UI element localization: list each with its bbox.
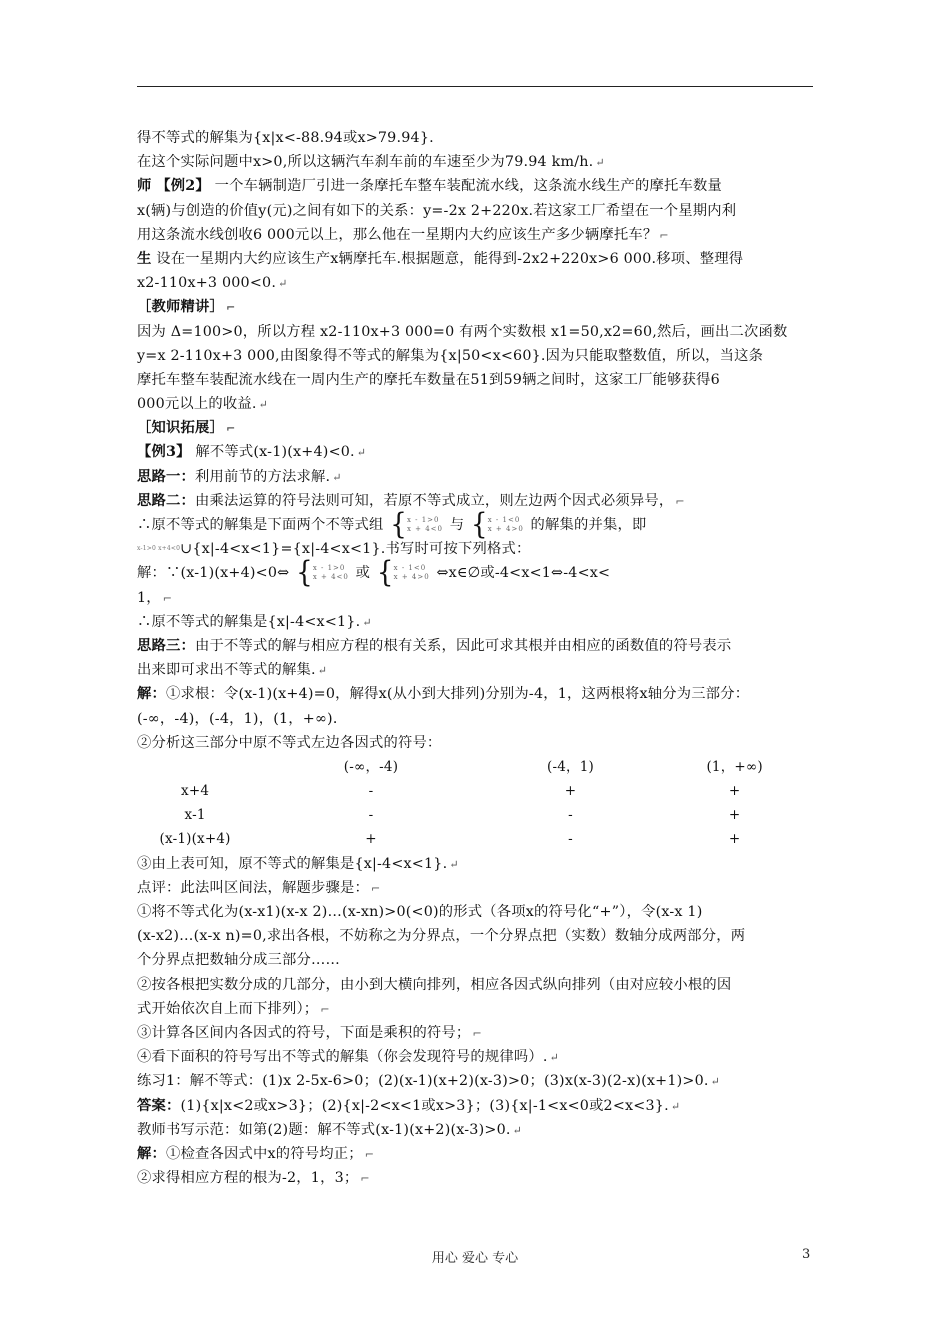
text-line: 式开始依次自上而下排列）； ⌐ — [137, 1000, 330, 1017]
inequality-system: {x - 1>0 x + 4<0 — [296, 556, 349, 590]
text-line: 摩托车整车装配流水线在一周内生产的摩托车数量在51到59辆之间时，这家工厂能够获得6 — [137, 371, 720, 388]
section-heading: ［知识拓展］ ⌐ — [137, 420, 236, 437]
idea-label: 思路二： — [137, 492, 195, 509]
table-cell: + — [365, 831, 377, 848]
text-line: x-1>0 x+4<0∪{x|-4<x<1}={x|-4<x<1}.书写时可按下列格式： — [137, 541, 531, 558]
text-line: 因为 Δ=100>0，所以方程 x2-110x+3 000=0 有两个实数根 x1=50,x2=60,然后，画出二次函数 — [137, 323, 788, 340]
table-header: (-4，1) — [547, 758, 595, 775]
table-cell: - — [568, 807, 573, 824]
student-label: 生 — [137, 250, 152, 267]
teacher-label: 师 — [137, 178, 152, 195]
table-cell: + — [728, 831, 741, 848]
sign-table — [137, 755, 817, 852]
inequality-system: {x - 1<0 x + 4>0 — [471, 508, 524, 542]
answer-label: 答案： — [137, 1097, 181, 1114]
idea-label: 思路三： — [137, 637, 195, 654]
table-cell: (x-1)(x+4) — [159, 831, 231, 848]
section-heading: ［教师精讲］ ⌐ — [137, 299, 236, 316]
example-label: 【例3】 — [137, 444, 191, 461]
text-line: ①将不等式化为(x-x1)(x-x 2)…(x-xn)>0(<0)的形式（各项x的符号化“+”），令(x-x 1) — [137, 904, 703, 921]
text-line: 解：①求根：令(x-1)(x+4)=0，解得x(从小到大排列)分别为-4，1，这两根将x轴分为三部分： — [137, 686, 750, 703]
table-cell: - — [368, 807, 374, 824]
text-line: 教师书写示范：如第(2)题：解不等式(x-1)(x+2)(x-3)>0. ↵ — [137, 1121, 523, 1138]
text-line: ∴原不等式的解集是下面两个不等式组 {x - 1>0 x + 4<0 与 {x - 1<0 x + 4>0 的解集的并集，即 — [137, 508, 647, 542]
table-header-row — [137, 755, 817, 779]
example-label: 【例2】 — [156, 178, 210, 195]
table-header: (-∞，-4) — [343, 758, 399, 775]
table-row — [137, 803, 817, 827]
text-line: 生 设在一星期内大约应该生产x辆摩托车.根据题意，能得到-2x2+220x>6 000.移项、整理得 — [137, 250, 744, 267]
text-line: 得不等式的解集为{x|x<-88.94或x>79.94}. — [137, 130, 434, 146]
footer-motto: 用心 爱心 专心 — [431, 1251, 519, 1266]
inequality-system: {x - 1<0 x + 4>0 — [376, 556, 430, 590]
table-cell: x+4 — [181, 783, 210, 800]
table-cell: - — [568, 831, 573, 848]
text-line: (x-x2)…(x-x n)=0,求出各根，不妨称之为分界点，一个分界点把（实数）数轴分成两部分，两 — [137, 928, 746, 945]
text-line: (-∞，-4)，(-4，1)，(1，+∞)． — [137, 710, 348, 727]
text-line: 思路二：由乘法运算的符号法则可知，若原不等式成立，则左边两个因式必须异号， ⌐ — [137, 492, 685, 509]
text-line: ③由上表可知，原不等式的解集是{x|-4<x<1}. ↵ — [137, 855, 459, 872]
text-line: 000元以上的收益. ↵ — [137, 396, 269, 413]
text-line: ∴原不等式的解集是{x|-4<x<1}. ↵ — [137, 613, 372, 630]
header-rule — [137, 86, 813, 87]
text-line: 解：∵(x-1)(x+4)<0⇔ {x - 1>0 x + 4<0 或 {x - 1<0 x + 4>0 ⇔x∈∅或-4<x<1⇔-4<x< — [137, 556, 611, 590]
text-line: y=x 2-110x+3 000,由图象得不等式的解集为{x|50<x<60}.因为只能取整数值，所以，当这条 — [137, 347, 764, 364]
table-cell: - — [368, 783, 374, 800]
text-line: 个分界点把数轴分成三部分…… — [137, 952, 340, 969]
text-line: ②分析这三部分中原不等式左边各因式的符号： — [137, 734, 442, 751]
text-line: ②求得相应方程的根为-2，1，3； ⌐ — [137, 1170, 370, 1187]
text-line: x2-110x+3 000<0. ↵ — [137, 275, 288, 292]
text-line: x(辆)与创造的价值y(元)之间有如下的关系：y=-2x 2+220x.若这家工厂希望在一个星期内利 — [137, 202, 737, 219]
text-line: ④看下面积的符号写出不等式的解集（你会发现符号的规律吗）. ↵ — [137, 1049, 560, 1066]
table-header: (1，+∞) — [706, 758, 763, 775]
text-line: ②按各根把实数分成的几部分，由小到大横向排列，相应各因式纵向排列（由对应较小根的因 — [137, 976, 732, 993]
text-line: 点评：此法叫区间法，解题步骤是： ⌐ — [137, 879, 381, 896]
document-body — [137, 126, 817, 1190]
table-cell: x-1 — [184, 807, 206, 824]
text-line: 【例3】 解不等式(x-1)(x+4)<0. ↵ — [137, 444, 367, 461]
solution-label: 解： — [137, 686, 166, 703]
idea-label: 思路一： — [137, 468, 195, 485]
table-row — [137, 827, 817, 851]
text-line: 师 【例2】 一个车辆制造厂引进一条摩托车整车装配流水线，这条流水线生产的摩托车数量 — [137, 178, 723, 195]
table-cell: + — [728, 783, 741, 800]
inline-system: x-1>0 x+4<0 — [137, 545, 181, 553]
table-cell: + — [728, 807, 741, 824]
text-line: 思路三：由于不等式的解与相应方程的根有关系，因此可求其根并由相应的函数值的符号表示 — [137, 637, 732, 654]
text-line: 用这条流水线创收6 000元以上，那么他在一星期内大约应该生产多少辆摩托车？ ⌐ — [137, 226, 669, 243]
text-line: 练习1：解不等式：(1)x 2-5x-6>0；(2)(x-1)(x+2)(x-3)>0；(3)x(x-3)(2-x)(x+1)>0. ↵ — [137, 1073, 721, 1090]
inequality-system: {x - 1>0 x + 4<0 — [390, 508, 443, 542]
page-number: 3 — [802, 1247, 811, 1262]
solution-label: 解： — [137, 1145, 166, 1162]
text-line: 在这个实际问题中x>0,所以这辆汽车刹车前的车速至少为79.94 km/h. ↵ — [137, 154, 605, 171]
table-row — [137, 779, 817, 803]
text-line: 答案：(1){x|x<2或x>3}；(2){x|-2<x<1或x>3}；(3){x|-1<x<0或2<x<3}. ↵ — [137, 1097, 681, 1114]
text-line: 1， ⌐ — [137, 589, 173, 606]
table-cell: + — [564, 783, 577, 800]
text-line: 出来即可求出不等式的解集. ↵ — [137, 662, 328, 679]
text-line: 思路一：利用前节的方法求解. ↵ — [137, 468, 342, 485]
text-line: 解：①检查各因式中x的符号均正； ⌐ — [137, 1145, 375, 1162]
table-cell — [137, 755, 253, 779]
text-line: ③计算各区间内各因式的符号，下面是乘积的符号； ⌐ — [137, 1025, 482, 1041]
